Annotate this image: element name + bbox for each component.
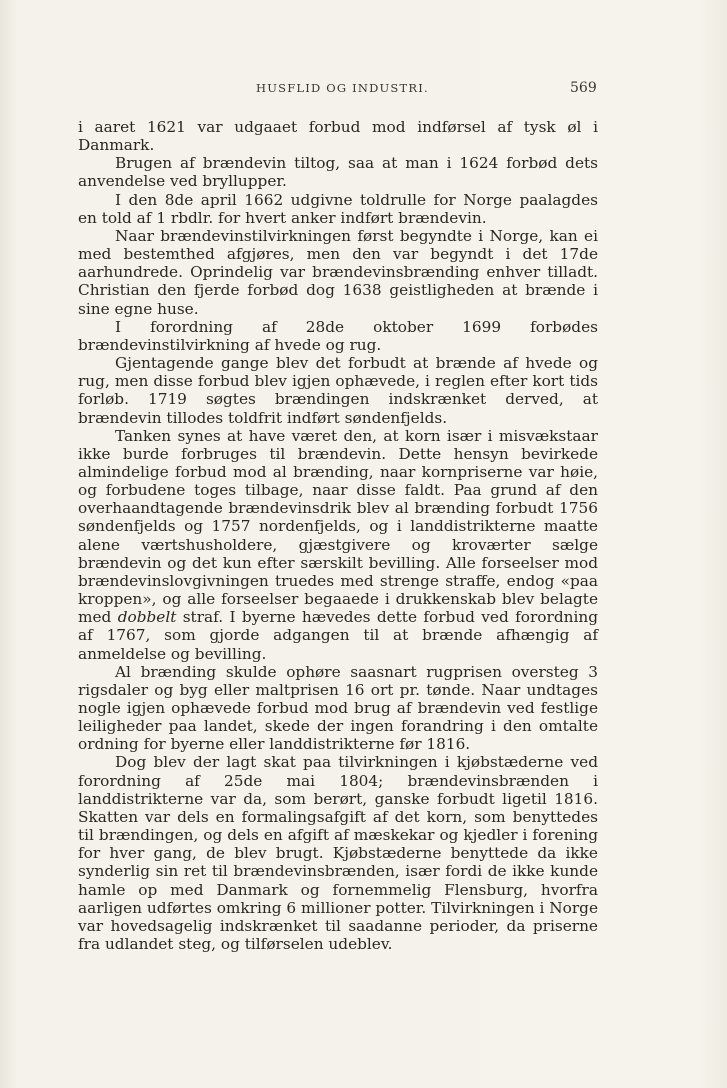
paragraph-text: straf. I byerne hævedes dette forbud ved forordning af 1767, som gjorde adgangen til at brænde afhængig af anmeldelse og bevilling. [78, 608, 598, 663]
running-title: HUSFLID OG INDUSTRI. [256, 81, 429, 95]
paragraph-text: Tanken synes at have været den, at korn især i misvækstaar ikke burde forbruges til brændevin. Dette hensyn bevirkede almindelige forbud mod al brænding, naar kornpriserne var høie, og forbudene toges tilbage, naar disse faldt. Paa grund af den overhaandtagende brændevinsdrik blev al brænding forbudt 1756 søndenfjelds og 1757 nordenfjelds, og i landdistrikterne maatte alene værtshusholdere, gjæstgivere og kroværter sælge brændevin og det kun efter særskilt bevilling. Alle forseelser mod brændevinslovgivningen truedes med strenge straffe, endog «paa kroppen», og alle forseelser begaaede i drukkenskab blev belagte med [78, 426, 598, 627]
paragraph: Al brænding skulde ophøre saasnart rugprisen oversteg 3 rigsdaler og byg eller maltprisen 16 ort pr. tønde. Naar undtages nogle igjen ophævede forbud mod brug af brændevin ved festlige leiligheder paa landet, skede der ingen forandring i den omtalte ordning for byerne eller landdistrikterne før 1816. [78, 662, 598, 754]
italic-emphasis: dobbelt [117, 608, 177, 627]
paragraph: I forordning af 28de oktober 1699 forbødes brændevinstilvirkning af hvede og rug. [78, 317, 598, 354]
running-head [0, 81, 727, 99]
body-text [78, 118, 598, 953]
paragraph: Dog blev der lagt skat paa tilvirkningen i kjøbstæderne ved forordning af 25de mai 1804; brændevinsbrænden i landdistrikterne var da, som berørt, ganske forbudt ligetil 1816. Skatten var dels en formalingsafgift af det korn, som benyttedes til brændingen, og dels en afgift af mæskekar og kjedler i forening for hver gang, de blev brugt. Kjøbstæderne benyttede da ikke synderlig sin ret til brændevinsbrænden, især fordi de ikke kunde hamle op med Danmark og fornemmelig Flensburg, hvorfra aarligen udførtes omkring 6 millioner potter. Tilvirkningen i Norge var hovedsagelig indskrænket til saadanne perioder, da priserne fra udlandet steg, og tilførselen udeblev. [78, 753, 598, 954]
page-number: 569 [570, 80, 597, 96]
paragraph: Gjentagende gange blev det forbudt at brænde af hvede og rug, men disse forbud blev igjen ophævede, i reglen efter kort tids forløb. 1719 søgtes brændingen indskrænket derved, at brændevin tillodes toldfrit indført søndenfjelds. [78, 354, 598, 427]
paragraph: Naar brændevinstilvirkningen først begyndte i Norge, kan ei med bestemthed afgjøres, men den var begyndt i det 17de aarhundrede. Oprindelig var brændevinsbrænding enhver tilladt. Christian den fjerde forbød dog 1638 geistligheden at brænde i sine egne huse. [78, 226, 598, 318]
paragraph: i aaret 1621 var udgaaet forbud mod indførsel af tysk øl i Danmark. [78, 118, 598, 155]
paragraph: I den 8de april 1662 udgivne toldrulle for Norge paalagdes en told af 1 rbdlr. for hvert anker indført brændevin. [78, 190, 598, 227]
paragraph [78, 427, 598, 663]
paragraph: Brugen af brændevin tiltog, saa at man i 1624 forbød dets anvendelse ved bryllupper. [78, 154, 598, 191]
